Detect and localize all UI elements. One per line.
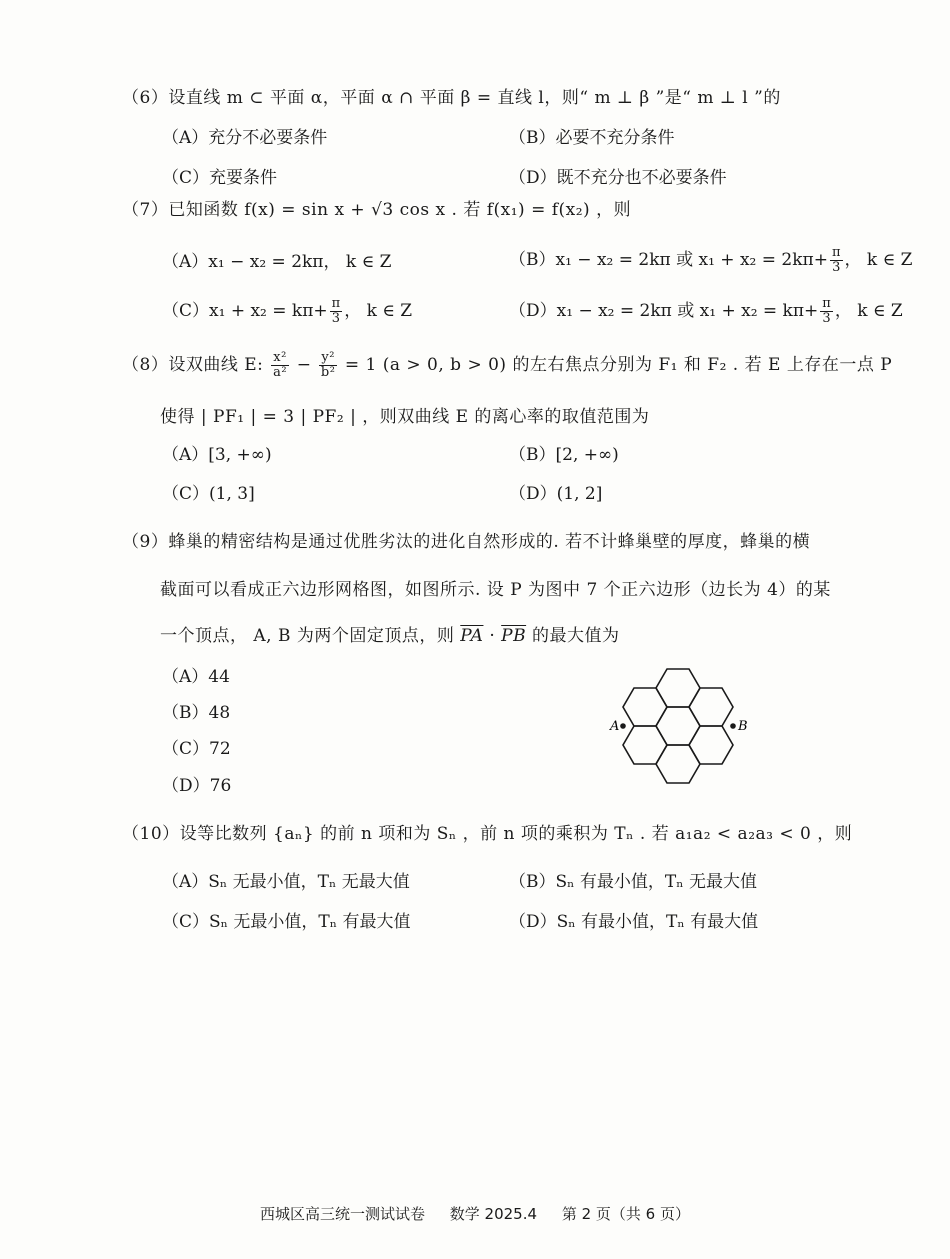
q7-number: （7） <box>122 200 169 220</box>
q7-option-b[interactable]: （B）x₁ − x₂ = 2kπ 或 x₁ + x₂ = 2kπ+ $\frac{\pi}{3}$ ， k ∈ Z <box>509 245 913 275</box>
footer-school: 西城区高三统一测试试卷 <box>259 1205 425 1223</box>
footer-subject: 数学 2025.4 <box>449 1205 538 1223</box>
q10-number: （10） <box>122 824 180 844</box>
q6-option-b[interactable]: （B）必要不充分条件 <box>509 128 675 148</box>
q7-option-a[interactable]: （A）x₁ − x₂ = 2kπ， k ∈ Z <box>162 252 392 272</box>
vector-pb: $\overline{PB}$ <box>501 626 527 646</box>
hexagon <box>623 726 667 764</box>
pi-over-3-fraction: $\frac{\pi}{3}$ <box>331 296 341 326</box>
q6-option-d[interactable]: （D）既不充分也不必要条件 <box>509 168 727 188</box>
q9-stem-line3: 一个顶点， A, B 为两个固定顶点，则 $\overline{PA} \cdot \overline{PB}$ 的最大值为 <box>160 626 620 646</box>
q10-option-b[interactable]: （B）Sₙ 有最小值，Tₙ 无最大值 <box>509 872 758 892</box>
q10-option-c[interactable]: （C）Sₙ 无最小值，Tₙ 有最大值 <box>162 912 411 932</box>
q8-option-c[interactable]: （C）(1, 3] <box>162 484 255 504</box>
vector-pa: $\overline{PA}$ <box>460 626 484 646</box>
pi-over-3-fraction: $\frac{\pi}{3}$ <box>831 245 841 275</box>
point-b-label: B <box>738 719 748 734</box>
q9-stem-line1: （9）蜂巢的精密结构是通过优胜劣汰的进化自然形成的. 若不计蜂巢壁的厚度，蜂巢的横 <box>122 532 811 552</box>
hexagon <box>689 726 733 764</box>
pi-over-3-fraction: $\frac{\pi}{3}$ <box>822 296 831 326</box>
q8-option-a[interactable]: （A）[3, +∞) <box>162 445 272 465</box>
footer-page-number: 第 2 页（共 6 页） <box>561 1205 690 1223</box>
q8-option-d[interactable]: （D）(1, 2] <box>509 484 603 504</box>
q8-stem: （8）设双曲线 E: $\frac{\text{x²}}{\text{a²}}$ − $\frac{\text{y²}}{\text{b²}}$ = 1 (a > 0, b > 0) 的左右焦点分别为 F₁ 和 F₂ . 若 E 上存在一点 P <box>122 350 893 380</box>
x-squared-over-a-squared: $\frac{\text{x²}}{\text{a²}}$ <box>273 350 288 380</box>
q8-option-b[interactable]: （B）[2, +∞) <box>509 445 619 465</box>
q10-option-a[interactable]: （A）Sₙ 无最小值，Tₙ 无最大值 <box>162 872 410 892</box>
q10-option-d[interactable]: （D）Sₙ 有最小值，Tₙ 有最大值 <box>509 912 759 932</box>
q6-option-c[interactable]: （C）充要条件 <box>162 168 278 188</box>
q6-stem: （6）设直线 m ⊂ 平面 α，平面 α ∩ 平面 β = 直线 l，则“ m ⊥ β ”是“ m ⊥ l ”的 <box>122 88 781 108</box>
q6-option-a[interactable]: （A）充分不必要条件 <box>162 128 328 148</box>
q9-option-d[interactable]: （D）76 <box>162 776 232 796</box>
q9-stem-line2: 截面可以看成正六边形网格图，如图所示. 设 P 为图中 7 个正六边形（边长为 4）的某 <box>160 580 831 600</box>
q7-stem: （7）已知函数 f(x) = sin x + √3 cos x . 若 f(x₁) = f(x₂) ，则 <box>122 200 632 220</box>
point-a-label: A <box>610 719 620 734</box>
point-b-dot <box>730 723 736 729</box>
point-a-dot <box>620 723 626 729</box>
q6-number: （6） <box>122 88 169 108</box>
page-footer <box>0 1203 950 1224</box>
q9-option-a[interactable]: （A）44 <box>162 667 230 687</box>
q9-option-c[interactable]: （C）72 <box>162 739 231 759</box>
y-squared-over-b-squared: $\frac{\text{y²}}{\text{b²}}$ <box>320 350 336 380</box>
hexagon <box>689 688 733 726</box>
q8-number: （8） <box>122 355 169 375</box>
honeycomb-figure <box>600 648 760 804</box>
q10-stem: （10）设等比数列 {aₙ} 的前 n 项和为 Sₙ ，前 n 项的乘积为 Tₙ . 若 a₁a₂ < a₂a₃ < 0 ，则 <box>122 824 853 844</box>
q8-stem-line2: 使得 | PF₁ | = 3 | PF₂ | ，则双曲线 E 的离心率的取值范围为 <box>160 407 650 427</box>
q9-option-b[interactable]: （B）48 <box>162 703 231 723</box>
q7-option-d[interactable]: （D）x₁ − x₂ = 2kπ 或 x₁ + x₂ = kπ+ $\frac{\pi}{3}$ ， k ∈ Z <box>509 296 903 326</box>
q7-option-c[interactable]: （C）x₁ + x₂ = kπ+ $\frac{\pi}{3}$ ， k ∈ Z <box>162 296 413 326</box>
hexagon <box>623 688 667 726</box>
hexagon <box>656 669 700 707</box>
hexagon <box>656 745 700 783</box>
q9-number: （9） <box>122 532 169 552</box>
hexagon <box>656 707 700 745</box>
